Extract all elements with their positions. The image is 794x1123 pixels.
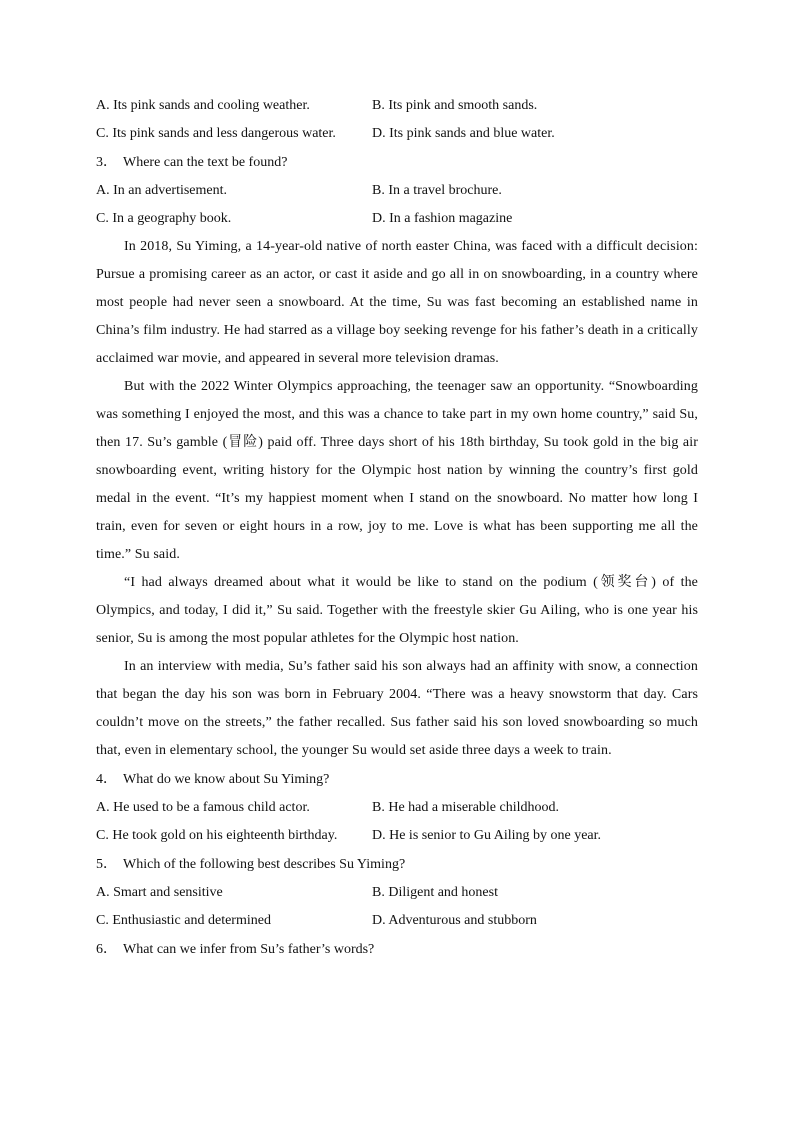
question-4 (96, 765, 698, 794)
exam-page (96, 92, 698, 964)
question-6 (96, 935, 698, 964)
passage-paragraph-2: But with the 2022 Winter Olympics approaching, the teenager saw an opportunity. “Snowboarding was something I enjoyed the most, and this was a chance to take part in my own home country,” said Su, then 17. Su’s gamble (冒险) paid off. Three days short of his 18th birthday, Su took gold in the big air snowboarding event, writing history for the Olympic host nation by winning the country’s first gold medal in the event. “It’s my happiest moment when I stand on the snowboard. No matter how long I train, even for seven or eight hours in a row, joy to me. Love is what has been supporting me all the time.” Su said. (96, 379, 698, 562)
q2-option-b: B. Its pink and smooth sands. (372, 98, 538, 113)
q3-option-a: A. In an advertisement. (96, 183, 228, 198)
q2-option-d: D. Its pink sands and blue water. (372, 126, 555, 141)
passage-paragraph-1: In 2018, Su Yiming, a 14-year-old native of north easter China, was faced with a difficult decision: Pursue a promising career as an actor, or cast it aside and go all in on snowboarding, in a country where most people had never seen a snowboard. At the time, Su was fast becoming an established name in China’s film industry. He had starred as a village boy seeking revenge for his father’s death in a critically acclaimed war movie, and appeared in several more television dramas. (96, 239, 698, 366)
q4-option-a: A. He used to be a famous child actor. (96, 800, 310, 815)
q4-options-row-1 (96, 794, 698, 822)
q2-options-row-2 (96, 120, 698, 148)
passage-paragraph-4: In an interview with media, Su’s father said his son always had an affinity with snow, a connection that began the day his son was born in February 2004. “There was a heavy snowstorm that day. Cars couldn’t move on the streets,” the father recalled. Sus father said his son loved snowboarding so much that, even in elementary school, the younger Su would set aside three days a week to train. (96, 659, 698, 758)
q5-options-row-1 (96, 879, 698, 907)
q3-options-row-1 (96, 177, 698, 205)
question-6-number: 6． (96, 942, 117, 957)
q4-option-c: C. He took gold on his eighteenth birthday. (96, 828, 338, 843)
q3-option-b: B. In a travel brochure. (372, 183, 502, 198)
question-5-number: 5． (96, 857, 117, 872)
q3-option-c: C. In a geography book. (96, 211, 232, 226)
q5-option-a: A. Smart and sensitive (96, 885, 223, 900)
q5-options-row-2 (96, 907, 698, 935)
question-3 (96, 148, 698, 177)
question-3-text: Where can the text be found? (123, 155, 288, 170)
q2-option-c: C. Its pink sands and less dangerous water. (96, 126, 336, 141)
question-4-number: 4． (96, 772, 117, 787)
q2-options-row-1 (96, 92, 698, 120)
q5-option-b: B. Diligent and honest (372, 885, 498, 900)
q4-option-d: D. He is senior to Gu Ailing by one year. (372, 828, 602, 843)
q2-option-a: A. Its pink sands and cooling weather. (96, 98, 310, 113)
question-4-text: What do we know about Su Yiming? (123, 772, 330, 787)
question-5 (96, 850, 698, 879)
q3-options-row-2 (96, 205, 698, 233)
q3-option-d: D. In a fashion magazine (372, 211, 513, 226)
passage-paragraph-3: “I had always dreamed about what it would be like to stand on the podium (领奖台) of the Olympics, and today, I did it,” Su said. Together with the freestyle skier Gu Ailing, who is one year his senior, Su is among the most popular athletes for the Olympic host nation. (96, 575, 698, 646)
question-3-number: 3． (96, 155, 117, 170)
q4-option-b: B. He had a miserable childhood. (372, 800, 560, 815)
q5-option-c: C. Enthusiastic and determined (96, 913, 271, 928)
question-5-text: Which of the following best describes Su Yiming? (123, 857, 406, 872)
q5-option-d: D. Adventurous and stubborn (372, 913, 537, 928)
question-6-text: What can we infer from Su’s father’s words? (123, 942, 375, 957)
q4-options-row-2 (96, 822, 698, 850)
